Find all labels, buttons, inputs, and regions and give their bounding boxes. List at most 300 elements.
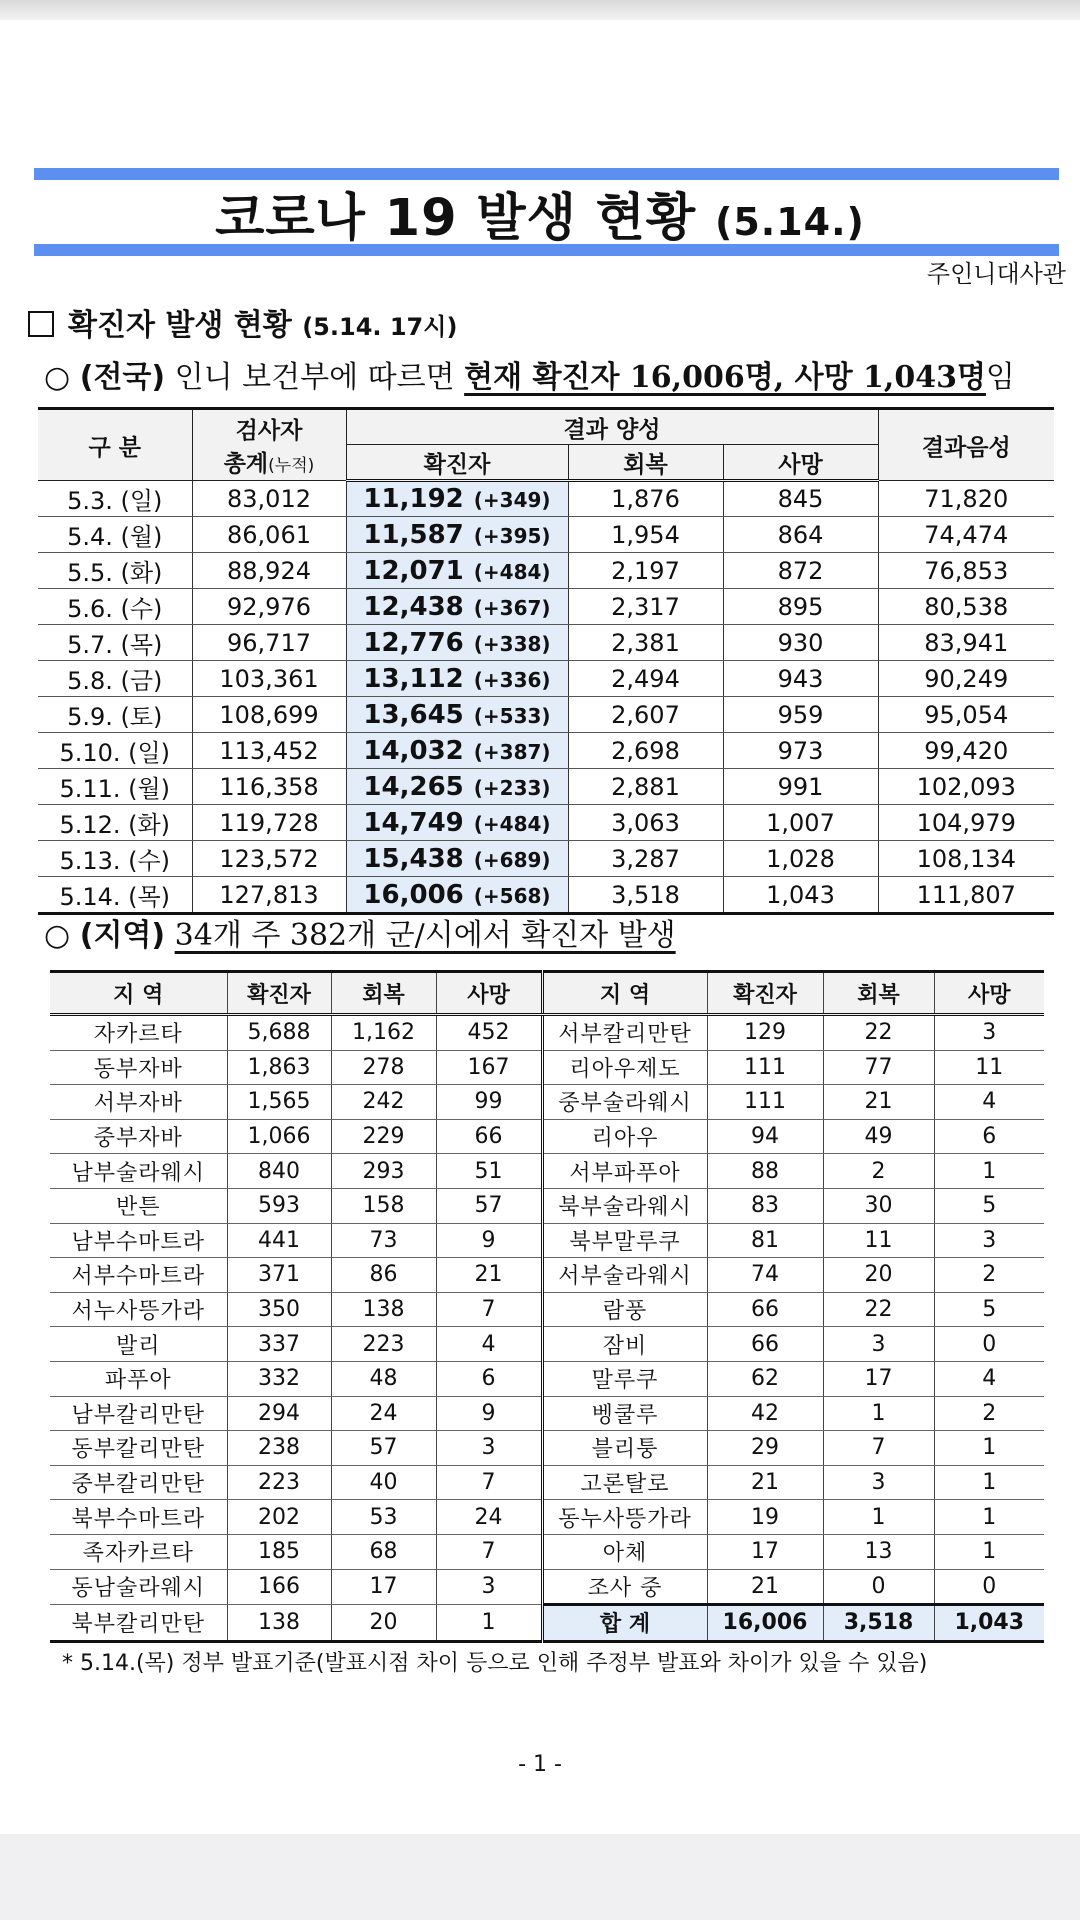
national-text: 인니 보건부에 따르면 <box>174 360 455 395</box>
confirmed-value: 13,645 <box>363 699 464 730</box>
negative-cell: 95,054 <box>878 697 1054 733</box>
negative-cell: 108,134 <box>878 841 1054 877</box>
confirmed-value: 14,265 <box>363 771 464 802</box>
region-confirmed: 111 <box>707 1085 823 1120</box>
region-recovered: 3 <box>823 1327 934 1362</box>
confirmed-increase: (+568) <box>473 883 551 908</box>
region-recovered: 48 <box>331 1361 436 1396</box>
region-recovered: 22 <box>823 1292 934 1327</box>
region-recovered: 138 <box>331 1292 436 1327</box>
region-deaths: 1 <box>934 1500 1044 1535</box>
header-recovered-right: 회복 <box>823 972 934 1015</box>
region-recovered: 0 <box>823 1569 934 1605</box>
table-row <box>38 769 1054 805</box>
region-recovered: 2 <box>823 1154 934 1189</box>
region-deaths: 3 <box>934 1223 1044 1258</box>
region-deaths: 1 <box>934 1431 1044 1466</box>
region-name: 서부자바 <box>50 1085 227 1120</box>
national-table <box>38 407 1054 915</box>
region-deaths: 4 <box>934 1085 1044 1120</box>
region-confirmed: 21 <box>707 1465 823 1500</box>
title-date: (5.14.) <box>714 200 865 244</box>
date-cell: 5.9. (토) <box>38 697 192 733</box>
negative-cell: 111,807 <box>878 877 1054 914</box>
region-name: 남부수마트라 <box>50 1223 227 1258</box>
tested-cell: 92,976 <box>192 589 346 625</box>
region-recovered: 57 <box>331 1431 436 1466</box>
region-recovered: 40 <box>331 1465 436 1500</box>
region-name: 남부칼리만탄 <box>50 1396 227 1431</box>
table-row <box>50 1396 1044 1431</box>
deaths-cell: 864 <box>723 517 878 553</box>
region-deaths: 3 <box>436 1569 542 1605</box>
region-recovered: 17 <box>331 1569 436 1605</box>
deaths-cell: 895 <box>723 589 878 625</box>
confirmed-cell <box>346 625 568 661</box>
region-name: 동부자바 <box>50 1050 227 1085</box>
region-recovered: 1,162 <box>331 1015 436 1051</box>
page-title <box>0 176 1080 250</box>
header-tested-line2: 총계 <box>223 451 269 477</box>
table-row <box>50 1431 1044 1466</box>
region-name: 중부술라웨시 <box>542 1085 707 1120</box>
national-label: (전국) <box>79 360 166 395</box>
table-row <box>50 1119 1044 1154</box>
region-recovered: 17 <box>823 1361 934 1396</box>
header-deaths-right: 사망 <box>934 972 1044 1015</box>
recovered-cell: 3,518 <box>568 877 723 914</box>
checkbox-square-icon <box>28 311 54 337</box>
region-name: 리아우제도 <box>542 1050 707 1085</box>
region-deaths: 6 <box>436 1361 542 1396</box>
region-recovered: 30 <box>823 1188 934 1223</box>
tested-cell: 113,452 <box>192 733 346 769</box>
table-row <box>50 1223 1044 1258</box>
header-deaths-left: 사망 <box>436 972 542 1015</box>
region-name: 고론탈로 <box>542 1465 707 1500</box>
header-positive-group: 결과 양성 <box>346 409 878 445</box>
region-name: 람풍 <box>542 1292 707 1327</box>
negative-cell: 76,853 <box>878 553 1054 589</box>
region-confirmed: 332 <box>227 1361 331 1396</box>
table-row <box>38 589 1054 625</box>
confirmed-value: 14,032 <box>363 735 464 766</box>
region-deaths: 1 <box>436 1605 542 1642</box>
table-row <box>50 1327 1044 1362</box>
region-deaths: 167 <box>436 1050 542 1085</box>
region-recovered: 13 <box>823 1534 934 1569</box>
region-deaths: 1 <box>934 1154 1044 1189</box>
region-confirmed: 202 <box>227 1500 331 1535</box>
region-confirmed: 840 <box>227 1154 331 1189</box>
region-deaths: 24 <box>436 1500 542 1535</box>
deaths-cell: 1,028 <box>723 841 878 877</box>
region-recovered: 49 <box>823 1119 934 1154</box>
table-row <box>50 1292 1044 1327</box>
national-tail: 임 <box>985 360 1015 395</box>
table-row <box>38 841 1054 877</box>
table-row <box>38 733 1054 769</box>
negative-cell: 104,979 <box>878 805 1054 841</box>
header-confirmed: 확진자 <box>346 445 568 481</box>
region-name: 조사 중 <box>542 1569 707 1605</box>
recovered-cell: 3,287 <box>568 841 723 877</box>
region-recovered: 1 <box>823 1396 934 1431</box>
confirmed-cell <box>346 661 568 697</box>
date-cell: 5.14. (목) <box>38 877 192 914</box>
region-confirmed: 111 <box>707 1050 823 1085</box>
region-name: 파푸아 <box>50 1361 227 1396</box>
section-heading-time: (5.14. 17시) <box>302 313 458 341</box>
region-name: 발리 <box>50 1327 227 1362</box>
region-name: 동누사뜽가라 <box>542 1500 707 1535</box>
region-confirmed: 337 <box>227 1327 331 1362</box>
deaths-cell: 845 <box>723 481 878 517</box>
region-name: 서부파푸아 <box>542 1154 707 1189</box>
page-number: - 1 - <box>518 1752 562 1777</box>
confirmed-cell <box>346 589 568 625</box>
tested-cell: 83,012 <box>192 481 346 517</box>
confirmed-cell <box>346 733 568 769</box>
region-name: 족자카르타 <box>50 1534 227 1569</box>
region-name: 서부수마트라 <box>50 1258 227 1293</box>
region-recovered: 86 <box>331 1258 436 1293</box>
header-region-right: 지 역 <box>542 972 707 1015</box>
region-deaths: 6 <box>934 1119 1044 1154</box>
table-row <box>50 1154 1044 1189</box>
region-confirmed: 350 <box>227 1292 331 1327</box>
table-row <box>38 805 1054 841</box>
negative-cell: 90,249 <box>878 661 1054 697</box>
region-confirmed: 441 <box>227 1223 331 1258</box>
region-recovered: 68 <box>331 1534 436 1569</box>
region-deaths: 66 <box>436 1119 542 1154</box>
deaths-cell: 959 <box>723 697 878 733</box>
date-cell: 5.13. (수) <box>38 841 192 877</box>
region-confirmed: 1,565 <box>227 1085 331 1120</box>
tested-cell: 108,699 <box>192 697 346 733</box>
deaths-cell: 930 <box>723 625 878 661</box>
region-name: 북부칼리만탄 <box>50 1605 227 1642</box>
region-recovered: 21 <box>823 1085 934 1120</box>
region-recovered: 1 <box>823 1500 934 1535</box>
confirmed-value: 11,587 <box>363 519 464 550</box>
region-confirmed: 94 <box>707 1119 823 1154</box>
confirmed-cell <box>346 805 568 841</box>
confirmed-increase: (+484) <box>473 559 551 584</box>
deaths-cell: 1,007 <box>723 805 878 841</box>
region-name: 동부칼리만탄 <box>50 1431 227 1466</box>
negative-cell: 71,820 <box>878 481 1054 517</box>
recovered-cell: 2,197 <box>568 553 723 589</box>
date-cell: 5.11. (월) <box>38 769 192 805</box>
table-row <box>50 1569 1044 1605</box>
region-recovered: 7 <box>823 1431 934 1466</box>
confirmed-increase: (+349) <box>473 488 551 512</box>
recovered-cell: 2,381 <box>568 625 723 661</box>
region-name: 북부수마트라 <box>50 1500 227 1535</box>
region-recovered: 3 <box>823 1465 934 1500</box>
region-recovered: 242 <box>331 1085 436 1120</box>
confirmed-increase: (+395) <box>473 523 551 548</box>
confirmed-cell <box>346 841 568 877</box>
region-deaths: 0 <box>934 1569 1044 1605</box>
region-confirmed: 66 <box>707 1327 823 1362</box>
table-row <box>50 1050 1044 1085</box>
negative-cell: 83,941 <box>878 625 1054 661</box>
table-row <box>50 1258 1044 1293</box>
region-recovered: 293 <box>331 1154 436 1189</box>
region-name: 중부자바 <box>50 1119 227 1154</box>
date-cell: 5.7. (목) <box>38 625 192 661</box>
region-confirmed: 138 <box>227 1605 331 1642</box>
region-recovered: 24 <box>331 1396 436 1431</box>
confirmed-cell <box>346 481 568 517</box>
region-confirmed: 74 <box>707 1258 823 1293</box>
region-confirmed: 81 <box>707 1223 823 1258</box>
region-name: 말루쿠 <box>542 1361 707 1396</box>
regional-text: 34개 주 382개 군/시에서 확진자 발생 <box>174 918 676 953</box>
confirmed-increase: (+533) <box>473 703 551 728</box>
circle-bullet-icon: ○ <box>44 918 71 953</box>
region-confirmed: 42 <box>707 1396 823 1431</box>
table-row <box>38 661 1054 697</box>
header-confirmed-left: 확진자 <box>227 972 331 1015</box>
negative-cell: 74,474 <box>878 517 1054 553</box>
region-deaths: 21 <box>436 1258 542 1293</box>
region-recovered: 20 <box>331 1605 436 1642</box>
confirmed-value: 12,438 <box>363 591 464 622</box>
confirmed-increase: (+336) <box>473 667 551 692</box>
deaths-cell: 973 <box>723 733 878 769</box>
header-category: 구 분 <box>38 409 192 481</box>
region-confirmed: 29 <box>707 1431 823 1466</box>
region-confirmed: 166 <box>227 1569 331 1605</box>
table-row <box>50 1534 1044 1569</box>
region-deaths: 1 <box>934 1465 1044 1500</box>
recovered-cell: 3,063 <box>568 805 723 841</box>
footnote: * 5.14.(목) 정부 발표기준(발표시점 차이 등으로 인해 주정부 발표와 차이가 있을 수 있음) <box>62 1651 928 1676</box>
region-confirmed: 1,066 <box>227 1119 331 1154</box>
table-row <box>38 625 1054 661</box>
region-confirmed: 129 <box>707 1015 823 1051</box>
tested-cell: 96,717 <box>192 625 346 661</box>
region-name: 동남술라웨시 <box>50 1569 227 1605</box>
table-row <box>50 1015 1044 1051</box>
table-row <box>38 517 1054 553</box>
region-deaths: 7 <box>436 1292 542 1327</box>
region-name: 블리퉁 <box>542 1431 707 1466</box>
tested-cell: 119,728 <box>192 805 346 841</box>
date-cell: 5.5. (화) <box>38 553 192 589</box>
regional-label: (지역) <box>79 918 166 953</box>
table-row <box>50 1188 1044 1223</box>
confirmed-cell <box>346 769 568 805</box>
region-deaths: 2 <box>934 1258 1044 1293</box>
recovered-cell: 2,698 <box>568 733 723 769</box>
region-name: 남부술라웨시 <box>50 1154 227 1189</box>
region-confirmed: 19 <box>707 1500 823 1535</box>
region-name: 아체 <box>542 1534 707 1569</box>
total-deaths: 1,043 <box>934 1605 1044 1642</box>
confirmed-cell <box>346 553 568 589</box>
confirmed-value: 15,438 <box>363 843 464 874</box>
table-row <box>38 877 1054 914</box>
confirmed-increase: (+484) <box>473 811 551 836</box>
table-row <box>50 1361 1044 1396</box>
region-confirmed: 371 <box>227 1258 331 1293</box>
national-summary <box>44 352 1015 396</box>
confirmed-value: 13,112 <box>363 663 464 694</box>
tested-cell: 86,061 <box>192 517 346 553</box>
region-deaths: 1 <box>934 1534 1044 1569</box>
issuer-label: 주인니대사관 <box>926 260 1066 288</box>
region-deaths: 57 <box>436 1188 542 1223</box>
region-name: 자카르타 <box>50 1015 227 1051</box>
confirmed-value: 16,006 <box>363 879 464 910</box>
circle-bullet-icon: ○ <box>44 360 71 395</box>
region-deaths: 2 <box>934 1396 1044 1431</box>
confirmed-value: 14,749 <box>363 807 464 838</box>
region-confirmed: 5,688 <box>227 1015 331 1051</box>
region-deaths: 4 <box>934 1361 1044 1396</box>
region-confirmed: 83 <box>707 1188 823 1223</box>
region-deaths: 11 <box>934 1050 1044 1085</box>
region-deaths: 0 <box>934 1327 1044 1362</box>
date-cell: 5.3. (일) <box>38 481 192 517</box>
section-heading <box>28 300 457 344</box>
region-recovered: 11 <box>823 1223 934 1258</box>
header-region-left: 지 역 <box>50 972 227 1015</box>
region-deaths: 5 <box>934 1292 1044 1327</box>
recovered-cell: 2,317 <box>568 589 723 625</box>
table-row <box>50 1465 1044 1500</box>
region-recovered: 53 <box>331 1500 436 1535</box>
header-confirmed-right: 확진자 <box>707 972 823 1015</box>
negative-cell: 80,538 <box>878 589 1054 625</box>
tested-cell: 116,358 <box>192 769 346 805</box>
section-heading-text: 확진자 발생 현황 <box>68 308 292 343</box>
region-deaths: 9 <box>436 1396 542 1431</box>
title-main: 코로나 19 발생 현황 <box>215 189 697 248</box>
region-recovered: 22 <box>823 1015 934 1051</box>
table-row <box>38 481 1054 517</box>
region-recovered: 77 <box>823 1050 934 1085</box>
tested-cell: 127,813 <box>192 877 346 914</box>
header-deaths: 사망 <box>723 445 878 481</box>
table-row <box>50 1605 1044 1642</box>
region-deaths: 7 <box>436 1534 542 1569</box>
region-deaths: 9 <box>436 1223 542 1258</box>
confirmed-cell <box>346 697 568 733</box>
table-row <box>50 1500 1044 1535</box>
confirmed-cell <box>346 517 568 553</box>
recovered-cell: 1,954 <box>568 517 723 553</box>
region-confirmed: 66 <box>707 1292 823 1327</box>
region-recovered: 158 <box>331 1188 436 1223</box>
region-confirmed: 593 <box>227 1188 331 1223</box>
recovered-cell: 2,881 <box>568 769 723 805</box>
confirmed-increase: (+387) <box>473 739 551 764</box>
header-tested-line1: 검사자 <box>235 418 303 444</box>
confirmed-value: 12,776 <box>363 627 464 658</box>
viewer-bottom-area <box>0 1834 1080 1920</box>
deaths-cell: 1,043 <box>723 877 878 914</box>
national-highlight: 현재 확진자 16,006명, 사망 1,043명 <box>464 360 986 395</box>
region-confirmed: 185 <box>227 1534 331 1569</box>
recovered-cell: 1,876 <box>568 481 723 517</box>
total-label: 합 계 <box>542 1605 707 1642</box>
region-deaths: 452 <box>436 1015 542 1051</box>
region-deaths: 7 <box>436 1465 542 1500</box>
region-deaths: 5 <box>934 1188 1044 1223</box>
region-name: 리아우 <box>542 1119 707 1154</box>
negative-cell: 99,420 <box>878 733 1054 769</box>
region-recovered: 278 <box>331 1050 436 1085</box>
tested-cell: 103,361 <box>192 661 346 697</box>
region-recovered: 20 <box>823 1258 934 1293</box>
deaths-cell: 991 <box>723 769 878 805</box>
table-row <box>38 697 1054 733</box>
region-recovered: 229 <box>331 1119 436 1154</box>
recovered-cell: 2,494 <box>568 661 723 697</box>
region-deaths: 51 <box>436 1154 542 1189</box>
total-confirmed: 16,006 <box>707 1605 823 1642</box>
region-recovered: 73 <box>331 1223 436 1258</box>
negative-cell: 102,093 <box>878 769 1054 805</box>
table-row <box>50 1085 1044 1120</box>
confirmed-increase: (+367) <box>473 595 551 620</box>
date-cell: 5.10. (일) <box>38 733 192 769</box>
confirmed-value: 12,071 <box>363 555 464 586</box>
header-tested <box>192 409 346 481</box>
region-confirmed: 238 <box>227 1431 331 1466</box>
region-confirmed: 223 <box>227 1465 331 1500</box>
deaths-cell: 943 <box>723 661 878 697</box>
header-recovered: 회복 <box>568 445 723 481</box>
date-cell: 5.8. (금) <box>38 661 192 697</box>
region-deaths: 3 <box>436 1431 542 1466</box>
region-name: 서누사뜽가라 <box>50 1292 227 1327</box>
date-cell: 5.4. (월) <box>38 517 192 553</box>
confirmed-increase: (+338) <box>473 631 551 656</box>
recovered-cell: 2,607 <box>568 697 723 733</box>
region-name: 북부술라웨시 <box>542 1188 707 1223</box>
region-name: 잠비 <box>542 1327 707 1362</box>
region-deaths: 99 <box>436 1085 542 1120</box>
date-cell: 5.12. (화) <box>38 805 192 841</box>
region-confirmed: 88 <box>707 1154 823 1189</box>
confirmed-increase: (+233) <box>473 775 551 800</box>
confirmed-value: 11,192 <box>363 484 464 514</box>
header-negative: 결과음성 <box>878 409 1054 481</box>
table-row <box>38 553 1054 589</box>
region-name: 반튼 <box>50 1188 227 1223</box>
region-confirmed: 294 <box>227 1396 331 1431</box>
region-confirmed: 62 <box>707 1361 823 1396</box>
region-deaths: 3 <box>934 1015 1044 1051</box>
region-name: 북부말루쿠 <box>542 1223 707 1258</box>
region-recovered: 223 <box>331 1327 436 1362</box>
region-confirmed: 1,863 <box>227 1050 331 1085</box>
header-tested-sup: (누적) <box>268 456 315 476</box>
region-name: 서부칼리만탄 <box>542 1015 707 1051</box>
regional-summary <box>44 910 676 954</box>
tested-cell: 123,572 <box>192 841 346 877</box>
date-cell: 5.6. (수) <box>38 589 192 625</box>
region-name: 벵쿨루 <box>542 1396 707 1431</box>
viewer-top-edge <box>0 0 1080 20</box>
